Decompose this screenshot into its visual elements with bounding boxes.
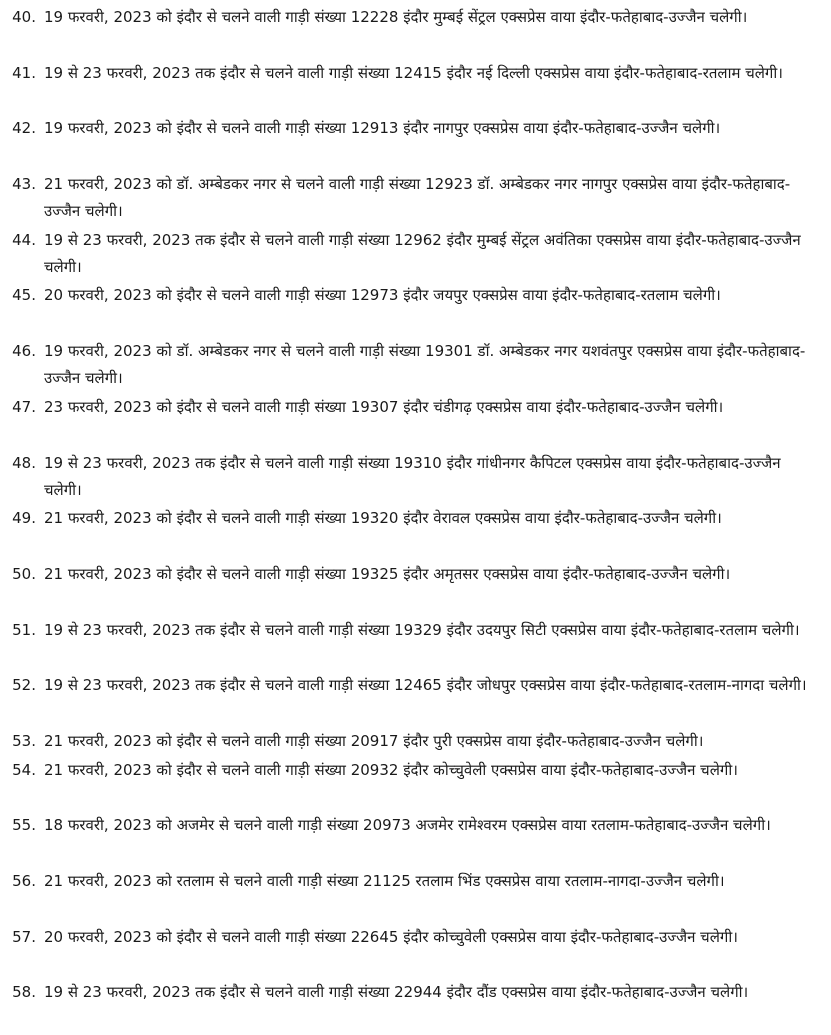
list-item [0,979,831,1033]
list-item [0,171,831,225]
item-text: 19 से 23 फरवरी, 2023 तक इंदौर से चलने वाली गाड़ी संख्या 12465 इंदौर जोधपुर एक्सप्रेस वाया इंदौर-फतेहाबाद-रतलाम-नागदा चलेगी। [44,676,807,695]
train-diversion-list [0,4,831,1035]
item-text: 21 फरवरी, 2023 को इंदौर से चलने वाली गाड़ी संख्या 20932 इंदौर कोच्चुवेली एक्सप्रेस वाया इंदौर-फतेहाबाद-उज्जैन चलेगी। [44,760,738,779]
list-item [0,505,831,559]
item-number: 43. [12,175,36,194]
item-number: 40. [12,8,36,26]
item-number: 45. [12,286,36,305]
item-number: 57. [12,927,36,946]
item-text: 23 फरवरी, 2023 को इंदौर से चलने वाली गाड़ी संख्या 19307 इंदौर चंडीगढ़ एक्सप्रेस वाया इंदौर-फतेहाबाद-उज्जैन चलेगी। [44,397,724,416]
item-text: 19 फरवरी, 2023 को इंदौर से चलने वाली गाड़ी संख्या 12913 इंदौर नागपुर एक्सप्रेस वाया इंदौर-फतेहाबाद-उज्जैन चलेगी। [44,119,721,138]
item-text: 21 फरवरी, 2023 को इंदौर से चलने वाली गाड़ी संख्या 20917 इंदौर पुरी एक्सप्रेस वाया इंदौर-फतेहाबाद-उज्जैन चलेगी। [44,731,704,750]
item-number: 44. [12,230,36,249]
list-item [0,617,831,671]
item-text: 19 से 23 फरवरी, 2023 तक इंदौर से चलने वाली गाड़ी संख्या 12962 इंदौर मुम्बई सेंट्रल अवंतिका एक्सप्रेस वाया इंदौर-फतेहाबाद-उज्जैन चलेगी। [44,230,801,276]
item-number: 54. [12,760,36,779]
item-number: 52. [12,676,36,695]
item-number: 58. [12,983,36,1002]
item-text: 19 से 23 फरवरी, 2023 तक इंदौर से चलने वाली गाड़ी संख्या 19310 इंदौर गांधीनगर कैपिटल एक्सप्रेस वाया इंदौर-फतेहाबाद-उज्जैन चलेगी। [44,453,781,499]
item-number: 53. [12,731,36,750]
item-number: 42. [12,119,36,138]
list-item [0,450,831,504]
list-item [0,338,831,392]
item-text: 19 फरवरी, 2023 को इंदौर से चलने वाली गाड़ी संख्या 12228 इंदौर मुम्बई सेंट्रल एक्सप्रेस वाया इंदौर-फतेहाबाद-उज्जैन चलेगी। [44,8,748,26]
list-item [0,115,831,169]
item-number: 50. [12,564,36,583]
item-text: 20 फरवरी, 2023 को इंदौर से चलने वाली गाड़ी संख्या 22645 इंदौर कोच्चुवेली एक्सप्रेस वाया इंदौर-फतेहाबाद-उज्जैन चलेगी। [44,927,738,946]
list-item [0,924,831,978]
item-number: 56. [12,872,36,890]
item-number: 51. [12,620,36,639]
list-item [0,60,831,114]
list-item [0,868,831,922]
item-text: 18 फरवरी, 2023 को अजमेर से चलने वाली गाड़ी संख्या 20973 अजमेर रामेश्वरम एक्सप्रेस वाया रतलाम-फतेहाबाद-उज्जैन चलेगी। [44,816,771,835]
item-text: 19 से 23 फरवरी, 2023 तक इंदौर से चलने वाली गाड़ी संख्या 19329 इंदौर उदयपुर सिटी एक्सप्रेस वाया इंदौर-फतेहाबाद-रतलाम चलेगी। [44,620,800,639]
list-item [0,728,831,755]
item-text: 19 से 23 फरवरी, 2023 तक इंदौर से चलने वाली गाड़ी संख्या 12415 इंदौर नई दिल्ली एक्सप्रेस वाया इंदौर-फतेहाबाद-रतलाम चलेगी। [44,63,783,82]
item-number: 48. [12,453,36,472]
list-item [0,4,831,58]
item-text: 21 फरवरी, 2023 को डॉ. अम्बेडकर नगर से चलने वाली गाड़ी संख्या 12923 डॉ. अम्बेडकर नगर नागपुर एक्सप्रेस वाया इंदौर-फतेहाबाद-उज्जैन चलेगी। [44,175,791,221]
list-item [0,561,831,615]
list-item [0,227,831,281]
item-text: 19 से 23 फरवरी, 2023 तक इंदौर से चलने वाली गाड़ी संख्या 22944 इंदौर दौंड एक्सप्रेस वाया इंदौर-फतेहाबाद-उज्जैन चलेगी। [44,983,749,1002]
item-text: 21 फरवरी, 2023 को रतलाम से चलने वाली गाड़ी संख्या 21125 रतलाम भिंड एक्सप्रेस वाया रतलाम-नागदा-उज्जैन चलेगी। [44,872,725,890]
list-item [0,282,831,336]
item-number: 49. [12,509,36,528]
item-text: 21 फरवरी, 2023 को इंदौर से चलने वाली गाड़ी संख्या 19325 इंदौर अमृतसर एक्सप्रेस वाया इंदौर-फतेहाबाद-उज्जैन चलेगी। [44,564,731,583]
item-text: 21 फरवरी, 2023 को इंदौर से चलने वाली गाड़ी संख्या 19320 इंदौर वेरावल एक्सप्रेस वाया इंदौर-फतेहाबाद-उज्जैन चलेगी। [44,509,722,528]
item-number: 55. [12,816,36,835]
item-number: 41. [12,63,36,82]
item-number: 46. [12,342,36,361]
item-number: 47. [12,397,36,416]
list-item [0,757,831,811]
item-text: 20 फरवरी, 2023 को इंदौर से चलने वाली गाड़ी संख्या 12973 इंदौर जयपुर एक्सप्रेस वाया इंदौर-फतेहाबाद-रतलाम चलेगी। [44,286,721,305]
item-text: 19 फरवरी, 2023 को डॉ. अम्बेडकर नगर से चलने वाली गाड़ी संख्या 19301 डॉ. अम्बेडकर नगर यशवंतपुर एक्सप्रेस वाया इंदौर-फतेहाबाद-उज्जैन चलेगी। [44,342,806,388]
list-item [0,394,831,448]
list-item [0,812,831,866]
list-item [0,672,831,726]
